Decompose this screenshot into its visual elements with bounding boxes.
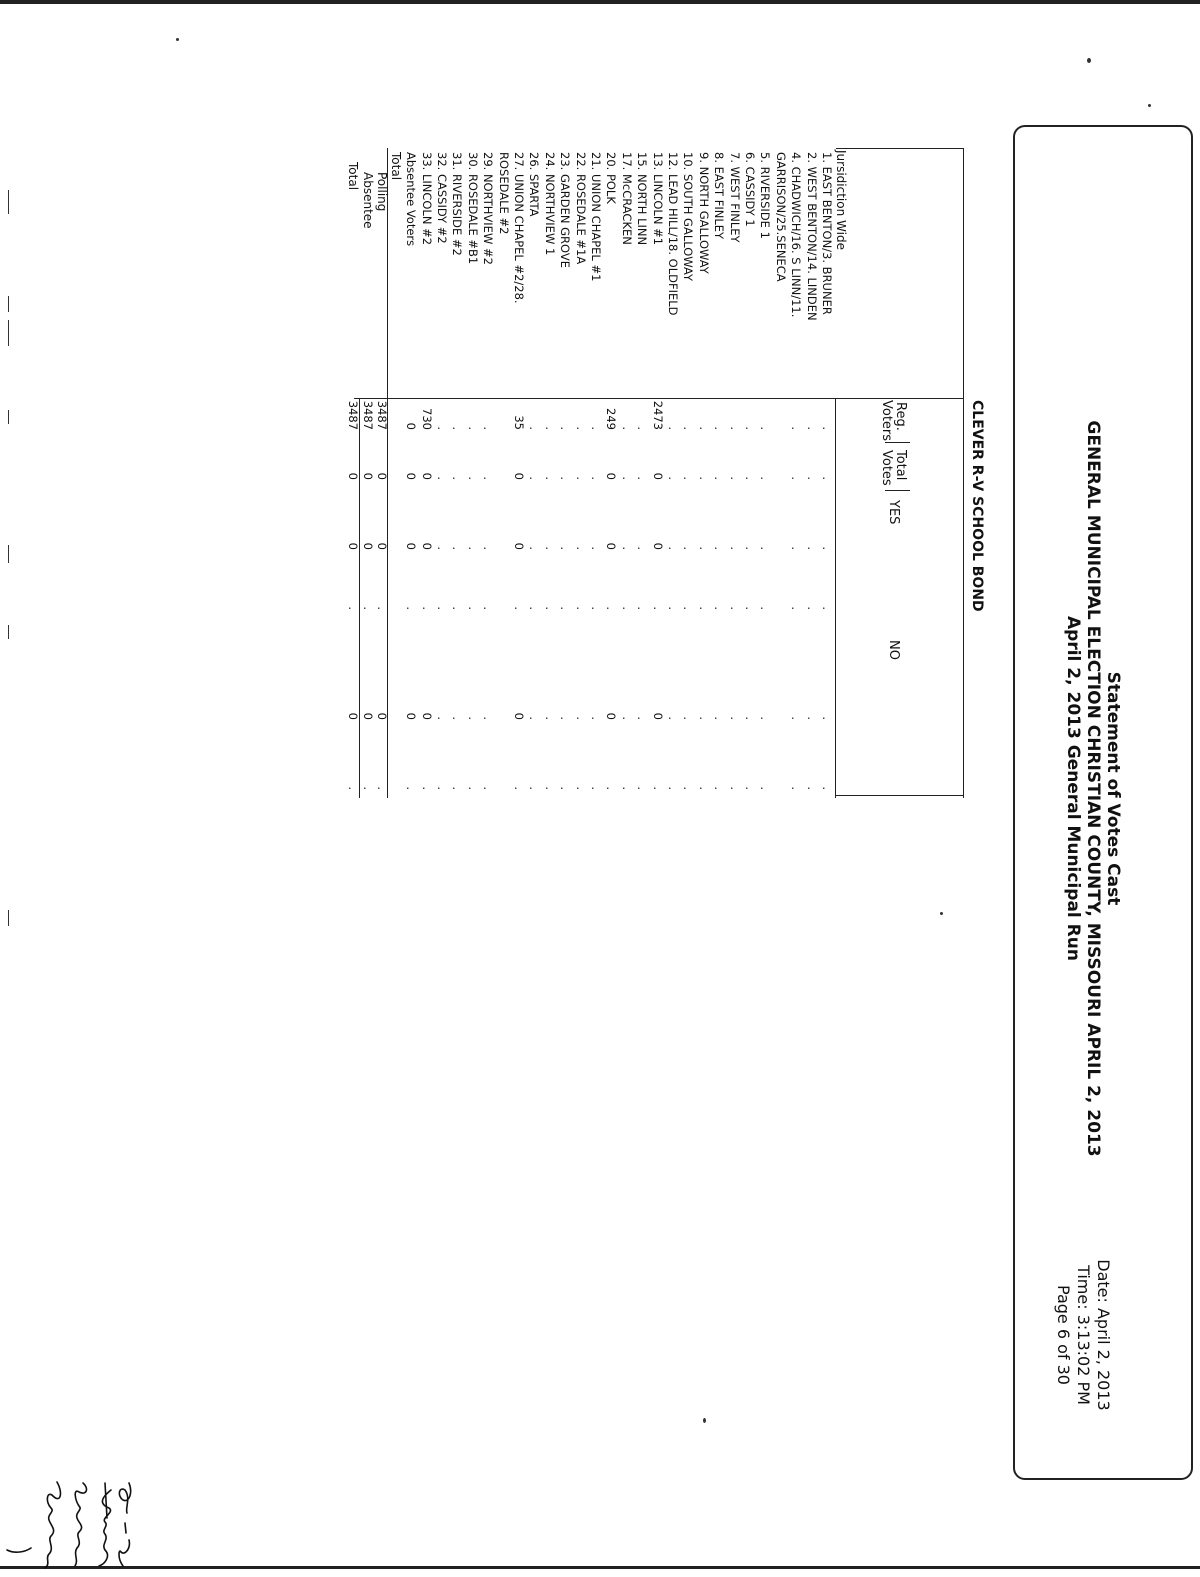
- cell-no: .: [743, 716, 757, 720]
- cell-tot: 0: [346, 472, 361, 480]
- cell-no2: .: [619, 606, 634, 610]
- cell-tot: 0: [650, 472, 665, 480]
- cell-end: .: [435, 786, 449, 790]
- cell-yes: .: [573, 546, 588, 550]
- table-row: [481, 0, 495, 800]
- cell-no: 0: [360, 712, 375, 720]
- cell-yes: 0: [419, 542, 434, 550]
- cell-yes: .: [450, 546, 465, 550]
- cell-tot: 0: [374, 472, 389, 480]
- precinct-name: 15. NORTH LINN: [635, 152, 650, 246]
- table-row: [697, 0, 711, 800]
- precinct-name: 6. CASSIDY 1: [743, 152, 757, 227]
- cell-reg: .: [727, 426, 742, 430]
- cell-tot: .: [481, 476, 496, 480]
- cell-end: .: [374, 786, 389, 790]
- table-row: [820, 0, 834, 800]
- cell-reg: .: [589, 426, 603, 430]
- cell-no2: .: [542, 606, 557, 610]
- cell-tot: .: [820, 476, 834, 480]
- page-number: Page 6 of 30: [1054, 1285, 1073, 1385]
- report-title: Statement of Votes Cast: [1103, 671, 1123, 906]
- cell-yes: .: [666, 546, 680, 550]
- cell-yes: .: [681, 546, 696, 550]
- cell-tot: .: [712, 476, 727, 480]
- header-right-rule: [836, 795, 964, 796]
- cell-end: .: [712, 786, 727, 790]
- report-time: Time: 3:13:02 PM: [1074, 1265, 1093, 1405]
- cell-reg: .: [450, 426, 465, 430]
- cell-reg: .: [435, 426, 449, 430]
- table-top-rule: [963, 148, 964, 798]
- board-signatures: [0, 1478, 135, 1573]
- cell-end: .: [604, 786, 619, 790]
- cell-tot: 0: [512, 472, 526, 480]
- cell-tot: .: [465, 476, 480, 480]
- col-no: NO: [886, 640, 901, 660]
- cell-no: .: [619, 716, 634, 720]
- cell-yes: 0: [650, 542, 665, 550]
- cell-tot: .: [804, 476, 819, 480]
- table-row: [681, 0, 695, 800]
- cell-tot: .: [619, 476, 634, 480]
- cell-yes: .: [712, 546, 727, 550]
- table-row: [620, 0, 634, 800]
- cell-no: 0: [512, 712, 526, 720]
- cell-tot: .: [727, 476, 742, 480]
- cell-end: .: [619, 786, 634, 790]
- cell-end: .: [512, 786, 526, 790]
- cell-no2: .: [512, 606, 526, 610]
- precinct-name: 1. EAST BENTON/3. BRUNER: [820, 152, 834, 315]
- cell-yes: 0: [604, 542, 619, 550]
- cell-no: .: [681, 716, 696, 720]
- precinct-name: Absentee Voters: [404, 152, 419, 247]
- precinct-name: 32. CASSIDY #2: [435, 152, 449, 244]
- table-row: [789, 0, 803, 800]
- cell-end: .: [419, 786, 434, 790]
- cell-no: 0: [419, 712, 434, 720]
- cell-no2: .: [589, 606, 603, 610]
- cell-no2: .: [450, 606, 465, 610]
- col-total-line2: Votes: [879, 450, 894, 486]
- table-row: [574, 0, 588, 800]
- cell-tot: 0: [604, 472, 619, 480]
- cell-reg: .: [619, 426, 634, 430]
- cell-no2: .: [789, 606, 804, 610]
- cell-reg: .: [666, 426, 680, 430]
- precinct-name: 17. McCRACKEN: [619, 152, 634, 245]
- cell-no2: .: [419, 606, 434, 610]
- signatures-image: [0, 1478, 135, 1573]
- jurisdiction-label: Jursidiction Wide: [834, 150, 848, 250]
- precinct-name: GARRISON/25.SENECA: [773, 152, 788, 282]
- table-row: [389, 0, 403, 800]
- cell-yes: .: [542, 546, 557, 550]
- cell-end: .: [450, 786, 465, 790]
- table-row: [666, 0, 680, 800]
- cell-end: .: [681, 786, 696, 790]
- cell-no2: .: [681, 606, 696, 610]
- precinct-name: 8. EAST FINLEY: [712, 152, 727, 240]
- cell-yes: .: [727, 546, 742, 550]
- precinct-name: Total: [389, 152, 403, 181]
- cell-reg: .: [696, 426, 711, 430]
- precinct-name: 23. GARDEN GROVE: [558, 152, 573, 268]
- table-row: [375, 0, 389, 800]
- cell-yes: .: [619, 546, 634, 550]
- precinct-name: 22. ROSEDALE #1A: [573, 152, 588, 265]
- table-row: [743, 0, 757, 800]
- col-total-line1: Total: [893, 450, 908, 481]
- cell-no: .: [481, 716, 496, 720]
- cell-reg: 35: [512, 415, 526, 430]
- cell-reg: 730: [419, 408, 434, 430]
- cell-no: .: [712, 716, 727, 720]
- cell-end: .: [346, 786, 361, 790]
- cell-tot: .: [743, 476, 757, 480]
- cell-no2: .: [360, 606, 375, 610]
- table-row: [420, 0, 434, 800]
- cell-tot: .: [558, 476, 573, 480]
- cell-no2: .: [558, 606, 573, 610]
- precinct-name: 12. LEAD HILL/18. OLDFIELD: [666, 152, 680, 316]
- cell-yes: .: [743, 546, 757, 550]
- cell-no: .: [666, 716, 680, 720]
- table-row: [758, 0, 772, 800]
- cell-tot: 0: [404, 472, 419, 480]
- cell-no2: .: [573, 606, 588, 610]
- cell-yes: .: [481, 546, 496, 550]
- precinct-name: Total: [346, 162, 361, 191]
- cell-no2: .: [604, 606, 619, 610]
- cell-yes: .: [635, 546, 650, 550]
- cell-end: .: [650, 786, 665, 790]
- cell-end: .: [804, 786, 819, 790]
- cell-no2: .: [435, 606, 449, 610]
- col-reg-line2: Voters: [879, 400, 894, 442]
- cell-tot: .: [681, 476, 696, 480]
- cell-end: .: [820, 786, 834, 790]
- cell-end: .: [789, 786, 804, 790]
- table-row: [527, 0, 541, 800]
- cell-tot: .: [758, 476, 773, 480]
- precinct-name: ROSEDALE #2: [496, 152, 511, 235]
- cell-reg: 3487: [346, 400, 361, 430]
- cell-no2: .: [743, 606, 757, 610]
- cell-yes: 0: [404, 542, 419, 550]
- cell-reg: .: [712, 426, 727, 430]
- cell-no: .: [789, 716, 804, 720]
- run-title: April 2, 2013 General Municipal Run: [1063, 616, 1083, 961]
- cell-end: .: [696, 786, 711, 790]
- precinct-name: 7. WEST FINLEY: [727, 152, 742, 243]
- cell-reg: 3487: [360, 400, 375, 430]
- cell-end: .: [589, 786, 603, 790]
- precinct-name: 31. RIVERSIDE #2: [450, 152, 465, 256]
- cell-reg: .: [804, 426, 819, 430]
- cell-no: .: [542, 716, 557, 720]
- cell-no2: .: [696, 606, 711, 610]
- cell-no: .: [727, 716, 742, 720]
- cell-tot: .: [589, 476, 603, 480]
- table-row: [589, 0, 603, 800]
- cell-no2: .: [404, 606, 419, 610]
- table-row: [728, 0, 742, 800]
- cell-yes: .: [589, 546, 603, 550]
- cell-tot: .: [542, 476, 557, 480]
- cell-tot: .: [450, 476, 465, 480]
- header-left-rule: [836, 148, 964, 149]
- cell-end: .: [465, 786, 480, 790]
- cell-end: .: [481, 786, 496, 790]
- cell-no: 0: [374, 712, 389, 720]
- cell-tot: .: [789, 476, 804, 480]
- cell-reg: .: [573, 426, 588, 430]
- precinct-name: 24. NORTHVIEW 1: [542, 152, 557, 256]
- precinct-name: 21. UNION CHAPEL #1: [589, 152, 603, 282]
- precinct-name: 27. UNION CHAPEL #2/28.: [512, 152, 526, 304]
- cell-no2: .: [465, 606, 480, 610]
- cell-no2: .: [758, 606, 773, 610]
- cell-end: .: [666, 786, 680, 790]
- cell-tot: .: [573, 476, 588, 480]
- cell-yes: .: [820, 546, 834, 550]
- table-row: [404, 0, 418, 800]
- precinct-name: 20. POLK: [604, 152, 619, 204]
- precinct-name: 4. CHADWICH/16. S LINN/11.: [789, 152, 804, 318]
- table-row: [346, 0, 360, 800]
- cell-reg: .: [465, 426, 480, 430]
- cell-yes: .: [558, 546, 573, 550]
- table-row: [651, 0, 665, 800]
- cell-end: .: [542, 786, 557, 790]
- col-reg-line1: Reg.: [893, 402, 908, 431]
- cell-end: .: [573, 786, 588, 790]
- precinct-name: 2. WEST BENTON/14. LINDEN: [804, 152, 819, 321]
- cell-no2: .: [727, 606, 742, 610]
- cell-no: .: [804, 716, 819, 720]
- cell-no: .: [589, 716, 603, 720]
- cell-end: .: [527, 786, 542, 790]
- cell-yes: .: [696, 546, 711, 550]
- reg-total-divider: [885, 442, 910, 443]
- cell-reg: .: [542, 426, 557, 430]
- cell-tot: .: [435, 476, 449, 480]
- table-row: [543, 0, 557, 800]
- cell-reg: 249: [604, 408, 619, 430]
- cell-tot: .: [666, 476, 680, 480]
- cell-tot: .: [635, 476, 650, 480]
- table-row: [466, 0, 480, 800]
- precinct-name: 13. LINCOLN #1: [650, 152, 665, 246]
- cell-reg: .: [681, 426, 696, 430]
- cell-no: 0: [604, 712, 619, 720]
- precinct-name: 5. RIVERSIDE 1: [758, 152, 773, 239]
- cell-yes: 0: [374, 542, 389, 550]
- cell-no: .: [558, 716, 573, 720]
- cell-tot: .: [696, 476, 711, 480]
- table-row: [635, 0, 649, 800]
- cell-no: .: [450, 716, 465, 720]
- table-row: [604, 0, 618, 800]
- cell-end: .: [558, 786, 573, 790]
- cell-end: .: [743, 786, 757, 790]
- cell-reg: .: [743, 426, 757, 430]
- cell-yes: .: [789, 546, 804, 550]
- cell-no: .: [635, 716, 650, 720]
- total-yes-divider: [885, 490, 910, 491]
- cell-yes: .: [465, 546, 480, 550]
- precinct-name: 30. ROSEDALE #B1: [465, 152, 480, 265]
- cell-reg: .: [481, 426, 496, 430]
- precinct-name: 26. SPARTA: [527, 152, 542, 217]
- table-row: [512, 0, 526, 800]
- cell-no: .: [696, 716, 711, 720]
- cell-tot: 0: [419, 472, 434, 480]
- table-row: [712, 0, 726, 800]
- cell-tot: .: [527, 476, 542, 480]
- cell-no2: .: [481, 606, 496, 610]
- cell-no2: .: [346, 606, 361, 610]
- cell-no: .: [573, 716, 588, 720]
- cell-reg: .: [558, 426, 573, 430]
- precinct-name: Absentee: [360, 172, 375, 229]
- cell-reg: .: [789, 426, 804, 430]
- race-title: CLEVER R-V SCHOOL BOND: [969, 400, 985, 612]
- cell-no2: .: [712, 606, 727, 610]
- cell-no: .: [758, 716, 773, 720]
- table-row: [558, 0, 572, 800]
- cell-reg: 2473: [650, 400, 665, 430]
- cell-yes: .: [435, 546, 449, 550]
- cell-end: .: [360, 786, 375, 790]
- cell-no2: .: [527, 606, 542, 610]
- col-yes: YES: [886, 500, 901, 525]
- cell-yes: .: [804, 546, 819, 550]
- cell-no: .: [465, 716, 480, 720]
- precinct-name: 33. LINCOLN #2: [419, 152, 434, 246]
- cell-no: .: [527, 716, 542, 720]
- cell-no2: .: [666, 606, 680, 610]
- cell-yes: .: [758, 546, 773, 550]
- cell-reg: 0: [404, 422, 419, 430]
- header-bottom-rule: [835, 398, 836, 798]
- precinct-name: 29. NORTHVIEW #2: [481, 152, 496, 265]
- cell-reg: .: [527, 426, 542, 430]
- cell-no: 0: [650, 712, 665, 720]
- cell-reg: .: [820, 426, 834, 430]
- table-row: [361, 0, 375, 800]
- table-row: [497, 0, 511, 800]
- table-row: [805, 0, 819, 800]
- cell-yes: 0: [360, 542, 375, 550]
- election-title: GENERAL MUNICIPAL ELECTION CHRISTIAN COUNTY, MISSOURI APRIL 2, 2013: [1083, 420, 1103, 1157]
- cell-end: .: [758, 786, 773, 790]
- precinct-name: 10. SOUTH GALLOWAY: [681, 152, 696, 282]
- cell-yes: 0: [346, 542, 361, 550]
- cell-no2: .: [374, 606, 389, 610]
- precinct-name: 9. NORTH GALLOWAY: [696, 152, 711, 274]
- cell-no: .: [820, 716, 834, 720]
- cell-no2: .: [635, 606, 650, 610]
- cell-tot: 0: [360, 472, 375, 480]
- report-date: Date: April 2, 2013: [1094, 1259, 1113, 1411]
- cell-reg: .: [758, 426, 773, 430]
- cell-reg: .: [635, 426, 650, 430]
- cell-end: .: [635, 786, 650, 790]
- table-row: [774, 0, 788, 800]
- cell-no2: .: [804, 606, 819, 610]
- cell-no: .: [435, 716, 449, 720]
- table-row: [450, 0, 464, 800]
- precinct-name: Polling: [374, 172, 389, 212]
- cell-yes: 0: [512, 542, 526, 550]
- cell-no: 0: [404, 712, 419, 720]
- table-row: [435, 0, 449, 800]
- cell-reg: 3487: [374, 400, 389, 430]
- cell-no2: .: [820, 606, 834, 610]
- cell-no: 0: [346, 712, 361, 720]
- cell-no2: .: [650, 606, 665, 610]
- cell-yes: .: [527, 546, 542, 550]
- cell-end: .: [727, 786, 742, 790]
- cell-end: .: [404, 786, 419, 790]
